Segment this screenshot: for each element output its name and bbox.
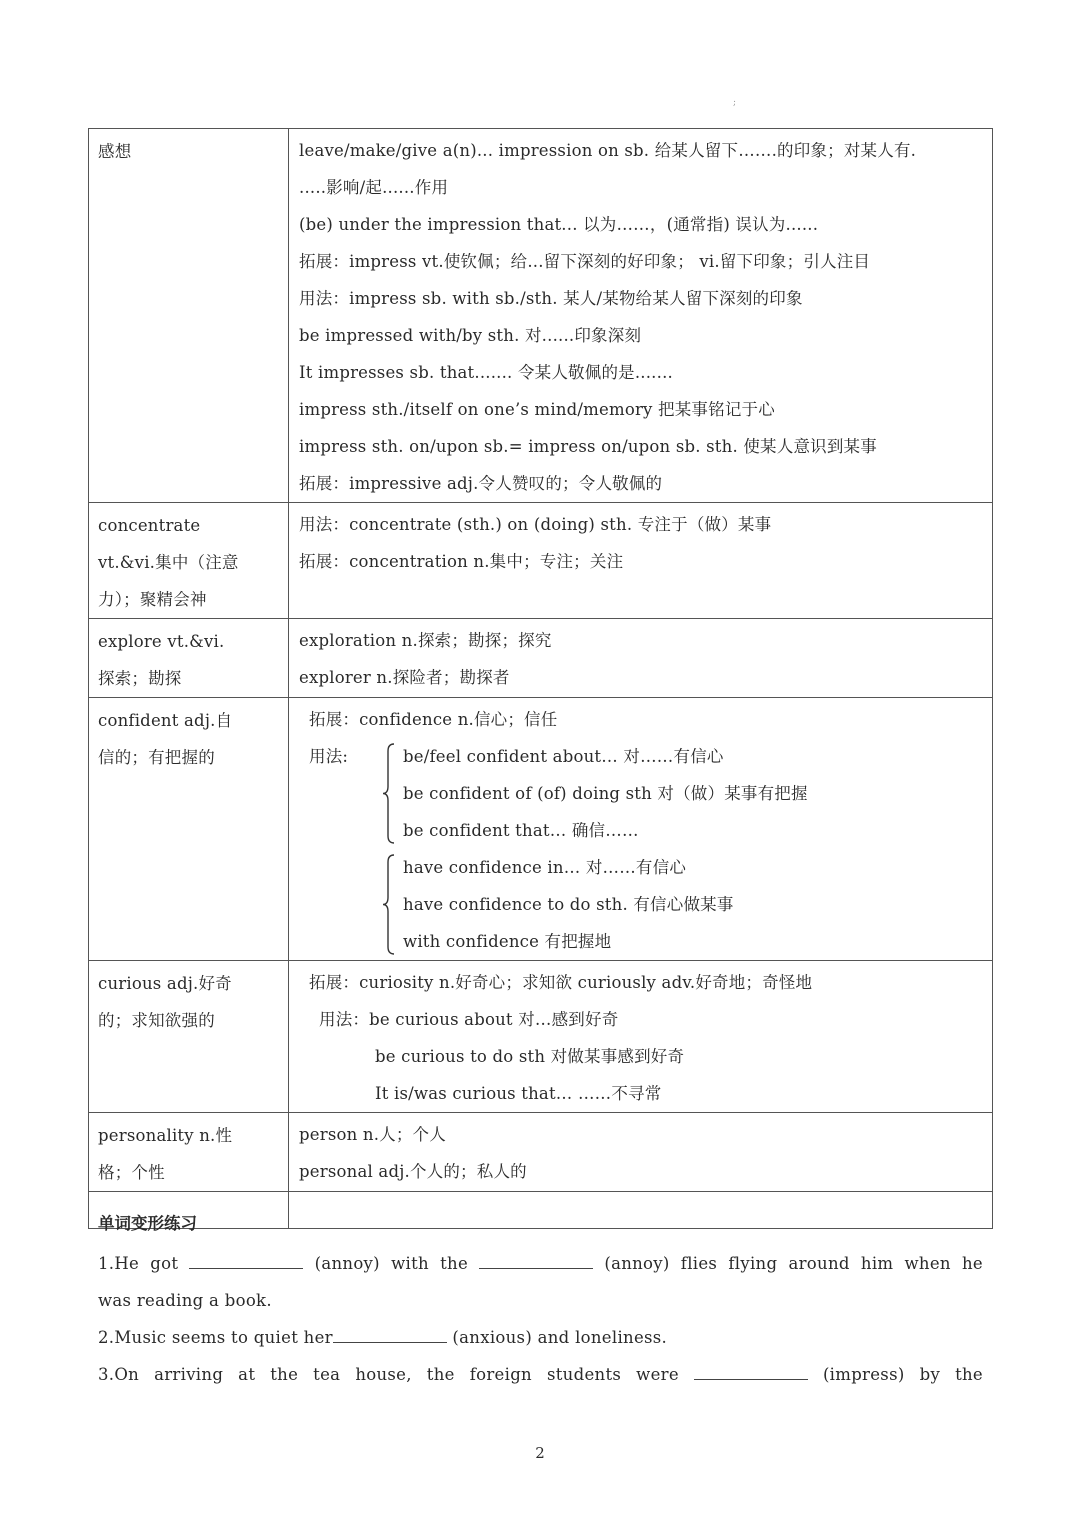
table-row (89, 129, 993, 503)
word-cell (89, 1113, 289, 1192)
word-line: vt.&vi.集中（注意 (98, 553, 239, 572)
definition-line: explorer n.探险者；勘探者 (299, 668, 510, 687)
question-text: 1.He got (98, 1254, 179, 1273)
exercise-question-3 (98, 1356, 983, 1393)
question-text: (impress) by the (822, 1365, 984, 1384)
usage-line: have confidence in… 对……有信心 (403, 858, 687, 877)
definition-cell (289, 129, 993, 503)
usage-line: be confident that… 确信…… (403, 821, 639, 840)
word-line: 格；个性 (98, 1163, 165, 1182)
word-line: concentrate (98, 516, 201, 535)
definition-line: person n.人；个人 (299, 1125, 446, 1144)
word-line: explore vt.&vi. (98, 632, 225, 651)
definition-line: 用法：be curious about 对…感到好奇 (319, 1010, 619, 1029)
definition-line: It is/was curious that… ……不寻常 (375, 1084, 662, 1103)
definition-cell (289, 1192, 993, 1229)
usage-group-confident (309, 738, 984, 849)
definition-cell (289, 619, 993, 698)
usage-line: with confidence 有把握地 (403, 932, 612, 951)
definition-line: 拓展：curiosity n.好奇心；求知欲 curiously adv.好奇地；奇怪地 (309, 973, 813, 992)
table-row (89, 503, 993, 619)
answer-blank[interactable] (333, 1324, 447, 1343)
definition-line: (be) under the impression that... 以为……，(通常指) 误认为...... (299, 215, 819, 234)
question-text: (anxious) and loneliness. (452, 1328, 668, 1347)
definition-line: impress sth. on/upon sb.= impress on/upon sb. sth. 使某人意识到某事 (299, 437, 877, 456)
definition-line: be impressed with/by sth. 对......印象深刻 (299, 326, 642, 345)
usage-label: 用法: (309, 747, 349, 766)
exercise-question-1-continued: was reading a book. (98, 1291, 272, 1310)
word-line: 探索；勘探 (98, 669, 182, 688)
word-line: confident adj.自 (98, 711, 233, 730)
word-cell (89, 129, 289, 503)
table-row (89, 619, 993, 698)
definition-cell (289, 1113, 993, 1192)
definition-line: personal adj.个人的；私人的 (299, 1162, 527, 1181)
exercise-question-2 (98, 1319, 983, 1356)
definition-line: 用法：concentrate (sth.) on (doing) sth. 专注于（做）某事 (299, 515, 772, 534)
word-line: 感想 (98, 142, 132, 161)
word-cell (89, 961, 289, 1113)
definition-cell (289, 698, 993, 961)
table-row (89, 1113, 993, 1192)
answer-blank[interactable] (479, 1250, 593, 1269)
question-text: (annoy) flies flying around him when he (604, 1254, 983, 1273)
definition-line: 拓展：impress vt.使钦佩；给...留下深刻的好印象； vi.留下印象；引人注目 (299, 252, 871, 271)
definition-cell (289, 503, 993, 619)
definition-line: 用法：impress sb. with sb./sth. 某人/某物给某人留下深刻的印象 (299, 289, 803, 308)
table-row (89, 961, 993, 1113)
definition-line: leave/make/give a(n)... impression on sb. 给某人留下…….的印象；对某人有. (299, 141, 917, 160)
word-cell (89, 503, 289, 619)
definition-cell (289, 961, 993, 1113)
exercise-title: 单词变形练习 (98, 1214, 197, 1233)
definition-line: 拓展：impressive adj.令人赞叹的；令人敬佩的 (299, 474, 663, 493)
brace-icon (383, 854, 395, 955)
word-line: 信的；有把握的 (98, 748, 215, 767)
question-text: (annoy) with the (314, 1254, 469, 1273)
corner-mark: ; (733, 98, 737, 108)
usage-group-confidence (309, 849, 984, 960)
definition-line: 拓展：concentration n.集中；专注；关注 (299, 552, 624, 571)
question-text: 2.Music seems to quiet her (98, 1328, 333, 1347)
definition-line: .....影响/起......作用 (299, 178, 449, 197)
word-cell (89, 698, 289, 961)
word-line: curious adj.好奇 (98, 974, 232, 993)
vocabulary-table (88, 128, 993, 1229)
definition-line: 拓展：confidence n.信心；信任 (309, 710, 558, 729)
usage-line: have confidence to do sth. 有信心做某事 (403, 895, 734, 914)
word-line: 力）；聚精会神 (98, 590, 207, 609)
table-row (89, 698, 993, 961)
definition-line: be curious to do sth 对做某事感到好奇 (375, 1047, 685, 1066)
definition-line: impress sth./itself on one’s mind/memory 把某事铭记于心 (299, 400, 775, 419)
word-line: personality n.性 (98, 1126, 233, 1145)
definition-line: exploration n.探索；勘探；探究 (299, 631, 552, 650)
word-line: 的；求知欲强的 (98, 1011, 215, 1030)
word-cell (89, 619, 289, 698)
usage-line: be/feel confident about… 对……有信心 (403, 747, 724, 766)
usage-line: be confident of (of) doing sth 对（做）某事有把握 (403, 784, 808, 803)
page-number: 2 (535, 1444, 545, 1462)
definition-line: It impresses sb. that....... 令某人敬佩的是....... (299, 363, 673, 382)
answer-blank[interactable] (189, 1250, 303, 1269)
question-text: 3.On arriving at the tea house, the foreign students were (98, 1365, 679, 1384)
table-row (89, 1192, 993, 1229)
brace-icon (383, 743, 395, 844)
exercise-question-1 (98, 1245, 983, 1282)
answer-blank[interactable] (694, 1361, 808, 1380)
